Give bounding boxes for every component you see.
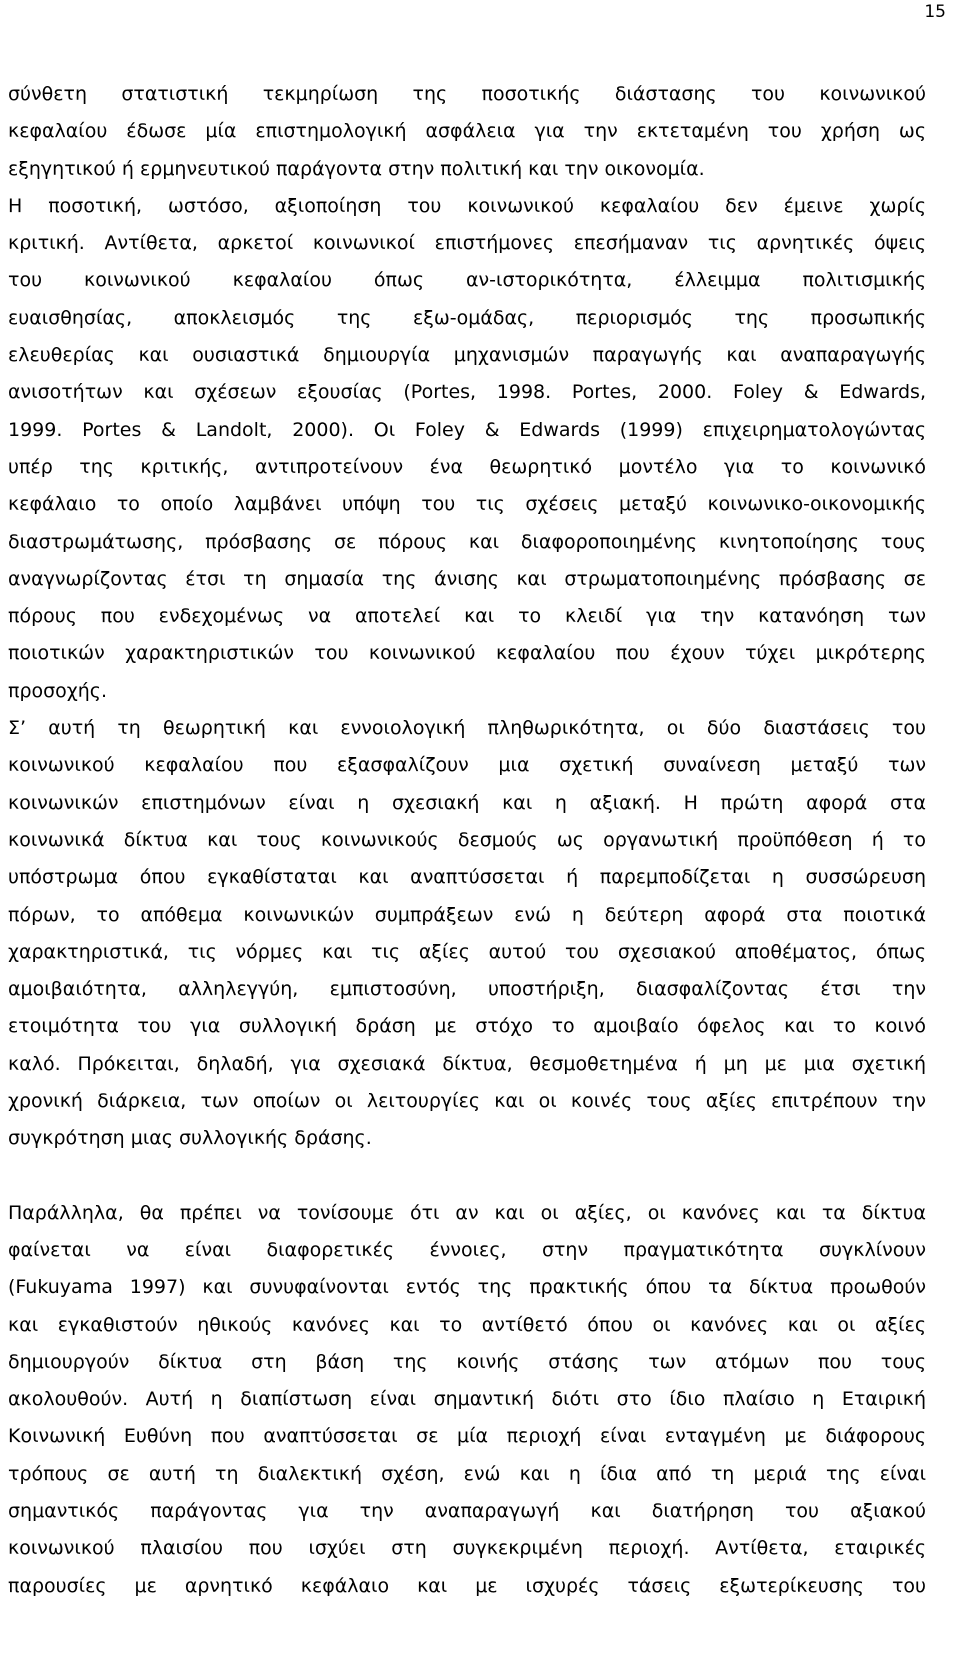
text-line: σημαντικός παράγοντας για την αναπαραγωγή και διατήρηση του αξιακού <box>8 1499 926 1522</box>
text-line: τρόπους σε αυτή τη διαλεκτική σχέση, ενώ και η ίδια από τη μεριά της είναι <box>8 1462 926 1485</box>
text-line: σύνθετη στατιστική τεκμηρίωση της ποσοτικής διάστασης του κοινωνικού <box>8 83 926 105</box>
text-line: χαρακτηριστικά, τις νόρμες και τις αξίες αυτού του σχεσιακού αποθέματος, όπως <box>8 940 926 963</box>
text-line: του κοινωνικού κεφαλαίου όπως αν-ιστορικότητα, έλλειμμα πολιτισμικής <box>8 269 926 292</box>
text-line: Κοινωνική Ευθύνη που αναπτύσσεται σε μία περιοχή είναι ενταγμένη με διάφορους <box>8 1425 926 1448</box>
text-line: Σ’ αυτή τη θεωρητική και εννοιολογική πληθωρικότητα, οι δύο διαστάσεις του <box>8 717 926 740</box>
text-line: παρουσίες με αρνητικό κεφάλαιο και με ισχυρές τάσεις εξωτερίκευσης του <box>8 1574 926 1597</box>
paragraph <box>0 188 960 710</box>
text-line: κοινωνικού κεφαλαίου που εξασφαλίζουν μια σχετική συναίνεση μεταξύ των <box>8 754 926 777</box>
text-line: κοινωνικού πλαισίου που ισχύει στη συγκεκριμένη περιοχή. Αντίθετα, εταιρικές <box>8 1537 926 1560</box>
text-line: φαίνεται να είναι διαφορετικές έννοιες, στην πραγματικότητα συγκλίνουν <box>8 1238 926 1261</box>
text-line: ανισοτήτων και σχέσεων εξουσίας (Portes, 1998. Portes, 2000. Foley & Edwards, <box>8 381 926 404</box>
paragraph-spacer <box>0 1158 960 1195</box>
text-line: και εγκαθιστούν ηθικούς κανόνες και το αντίθετό όπου οι κανόνες και οι αξίες <box>8 1313 926 1336</box>
text-line: συγκρότηση μιας συλλογικής δράσης. <box>8 1127 372 1150</box>
text-line: υπέρ της κριτικής, αντιπροτείνουν ένα θεωρητικό μοντέλο για το κοινωνικό <box>8 455 926 478</box>
text-line: κοινωνικά δίκτυα και τους κοινωνικούς δεσμούς ως οργανωτική προϋπόθεση ή το <box>8 828 926 851</box>
text-line: κεφάλαιο το οποίο λαμβάνει υπόψη του τις σχέσεις μεταξύ κοινωνικο-οικονομικής <box>8 493 926 516</box>
paragraph <box>0 710 960 1158</box>
document-body <box>0 76 960 1605</box>
text-line: (Fukuyama 1997) και συνυφαίνονται εντός της πρακτικής όπου τα δίκτυα προωθούν <box>8 1276 926 1299</box>
page-number: 15 <box>924 2 946 22</box>
text-line: ποιοτικών χαρακτηριστικών του κοινωνικού κεφαλαίου που έχουν τύχει μικρότερης <box>8 642 926 665</box>
paragraph <box>0 1195 960 1605</box>
text-line: κοινωνικών επιστημόνων είναι η σχεσιακή και η αξιακή. Η πρώτη αφορά στα <box>8 791 926 814</box>
text-line: διαστρωμάτωσης, πρόσβασης σε πόρους και διαφοροποιημένης κινητοποίησης τους <box>8 530 926 553</box>
text-line: αμοιβαιότητα, αλληλεγγύη, εμπιστοσύνη, υποστήριξη, διασφαλίζοντας έτσι την <box>8 978 926 1001</box>
text-line: εξηγητικού ή ερμηνευτικού παράγοντα στην πολιτική και την οικονομία. <box>8 157 705 180</box>
text-line: ετοιμότητα του για συλλογική δράση με στόχο το αμοιβαίο όφελος και το κοινό <box>8 1015 926 1038</box>
text-line: ακολουθούν. Αυτή η διαπίστωση είναι σημαντική διότι στο ίδιο πλαίσιο η Εταιρική <box>8 1388 926 1411</box>
text-line: 1999. Portes & Landolt, 2000). Οι Foley & Edwards (1999) επιχειρηματολογώντας <box>8 418 926 441</box>
text-line: πόρων, το απόθεμα κοινωνικών συμπράξεων ενώ η δεύτερη αφορά στα ποιοτικά <box>8 903 926 926</box>
text-line: Η ποσοτική, ωστόσο, αξιοποίηση του κοινωνικού κεφαλαίου δεν έμεινε χωρίς <box>8 194 926 217</box>
paragraph <box>0 76 960 188</box>
text-line: ευαισθησίας, αποκλεισμός της εξω-ομάδας, περιορισμός της προσωπικής <box>8 306 926 329</box>
text-line: υπόστρωμα όπου εγκαθίσταται και αναπτύσσεται ή παρεμποδίζεται η συσσώρευση <box>8 866 926 889</box>
text-line: ελευθερίας και ουσιαστικά δημιουργία μηχανισμών παραγωγής και αναπαραγωγής <box>8 344 926 367</box>
text-line: προσοχής. <box>8 679 107 702</box>
text-line: κριτική. Αντίθετα, αρκετοί κοινωνικοί επιστήμονες επεσήμαναν τις αρνητικές όψεις <box>8 232 926 255</box>
text-line: κεφαλαίου έδωσε μία επιστημολογική ασφάλεια για την εκτεταμένη του χρήση ως <box>8 120 926 143</box>
text-line: χρονική διάρκεια, των οποίων οι λειτουργίες και οι κοινές τους αξίες επιτρέπουν την <box>8 1090 926 1113</box>
text-line: δημιουργούν δίκτυα στη βάση της κοινής στάσης των ατόμων που τους <box>8 1350 926 1373</box>
text-line: πόρους που ενδεχομένως να αποτελεί και το κλειδί για την κατανόηση των <box>8 605 926 628</box>
text-line: Παράλληλα, θα πρέπει να τονίσουμε ότι αν και οι αξίες, οι κανόνες και τα δίκτυα <box>8 1201 926 1224</box>
text-line: καλό. Πρόκειται, δηλαδή, για σχεσιακά δίκτυα, θεσμοθετημένα ή μη με μια σχετική <box>8 1052 926 1075</box>
text-line: αναγνωρίζοντας έτσι τη σημασία της άνισης και στρωματοποιημένης πρόσβασης σε <box>8 567 926 590</box>
